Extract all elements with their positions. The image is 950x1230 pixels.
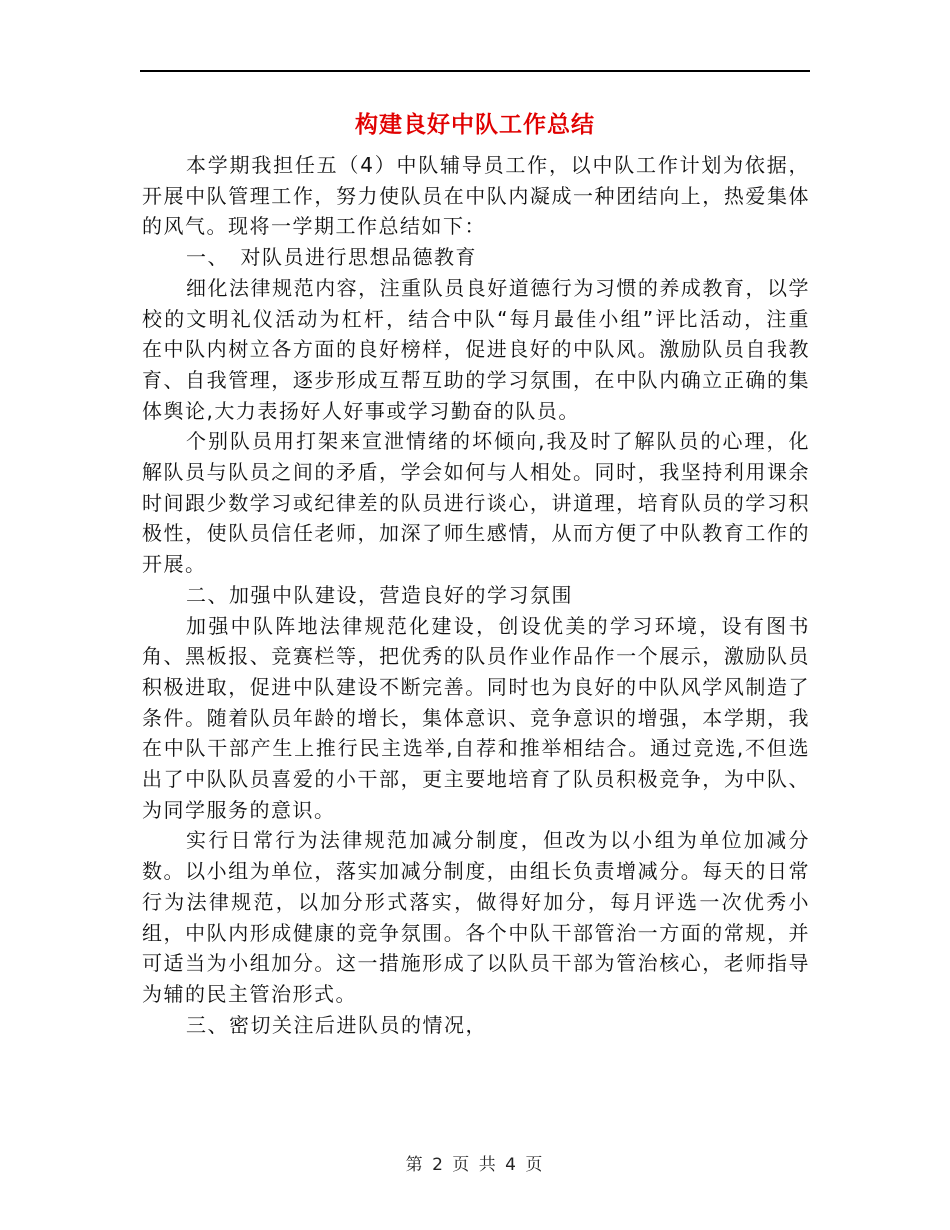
- section-heading-3: 三、密切关注后进队员的情况，: [186, 1012, 487, 1037]
- paragraph-1a: 细化法律规范内容，注重队员良好道德行为习惯的养成教育，以学校的文明礼仪活动为杠杆，结合中队“每月最佳小组”评比活动，注重在中队内树立各方面的良好榜样，促进良好的中队风。激励队员自我教育、自我管理，逐步形成互帮互助的学习氛围，在中队内确立正确的集体舆论,大力表扬好人好事或学习勤奋的队员。: [142, 275, 810, 423]
- paragraph-2a: 加强中队阵地法律规范化建设，创设优美的学习环境，设有图书角、黑板报、竞赛栏等，把优秀的队员作业作品作一个展示，激励队员积极进取，促进中队建设不断完善。同时也为良好的中队风学风制造了条件。随着队员年龄的增长，集体意识、竞争意识的增强，本学期，我在中队干部产生上推行民主选举,自荐和推举相结合。通过竞选,不但选出了中队队员喜爱的小干部，更主要地培育了队员积极竞争，为中队、为同学服务的意识。: [142, 613, 810, 822]
- paragraph-1b: 个别队员用打架来宣泄情绪的坏倾向,我及时了解队员的心理，化解队员与队员之间的矛盾，学会如何与人相处。同时，我坚持利用课余时间跟少数学习或纪律差的队员进行谈心，讲道理，培育队员的学习积极性，使队员信任老师，加深了师生感情，从而方便了中队教育工作的开展。: [142, 429, 810, 577]
- document-body: [142, 150, 810, 1040]
- paragraph-intro: 本学期我担任五（4）中队辅导员工作，以中队工作计划为依据，开展中队管理工作，努力使队员在中队内凝成一种团结向上，热爱集体的风气。现将一学期工作总结如下：: [142, 153, 810, 239]
- section-heading-2: 二、加强中队建设，营造良好的学习氛围: [186, 582, 573, 607]
- section-heading-1: 一、 对队员进行思想品德教育: [186, 245, 477, 270]
- paragraph-2b: 实行日常行为法律规范加减分制度，但改为以小组为单位加减分数。以小组为单位，落实加减分制度，由组长负责增减分。每天的日常行为法律规范，以加分形式落实，做得好加分，每月评选一次优秀小组，中队内形成健康的竞争氛围。各个中队干部管治一方面的常规，并可适当为小组加分。这一措施形成了以队员干部为管治核心，老师指导为辅的民主管治形式。: [142, 828, 810, 1006]
- page-number: 第 2 页 共 4 页: [405, 1155, 545, 1175]
- header-rule: [140, 70, 810, 72]
- document-title: 构建良好中队工作总结: [355, 112, 595, 138]
